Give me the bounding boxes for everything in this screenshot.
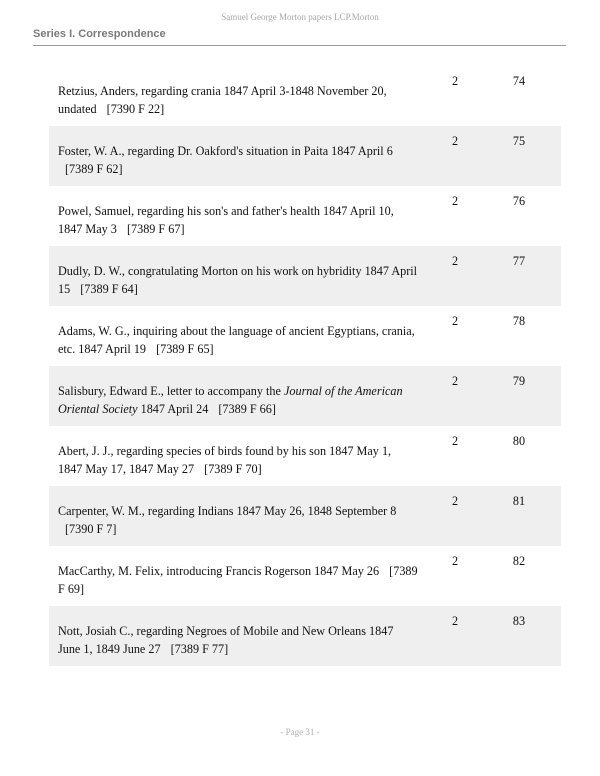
item-description — [58, 202, 418, 238]
item-title: Abert, J. J., regarding species of birds found by his son 1847 May 1, 1847 May 17, 1847 May 27 — [58, 444, 392, 476]
item-title: MacCarthy, M. Felix, introducing Francis Rogerson 1847 May 26 — [58, 564, 380, 578]
folder-number: 78 — [512, 314, 526, 328]
item-title: Salisbury, Edward E., letter to accompany the — [58, 384, 284, 398]
box-number: 2 — [451, 74, 459, 88]
folder-number: 75 — [512, 134, 526, 148]
item-title: Foster, W. A., regarding Dr. Oakford's situation in Paita 1847 April 6 — [58, 144, 393, 158]
list-item — [49, 546, 561, 606]
list-item — [49, 426, 561, 486]
item-location: [7389 F 66] — [218, 402, 276, 416]
item-location: [7389 F 67] — [126, 222, 185, 236]
box-number: 2 — [451, 134, 459, 148]
list-item — [49, 306, 561, 366]
item-title: Nott, Josiah C., regarding Negroes of Mobile and New Orleans 1847 June 1, 1849 June 27 — [58, 624, 394, 656]
list-item — [49, 246, 561, 306]
folder-number: 74 — [512, 74, 526, 88]
list-item — [49, 366, 561, 426]
item-title: Retzius, Anders, regarding crania 1847 April 3-1848 November 20, undated — [58, 84, 387, 116]
folder-number: 79 — [512, 374, 526, 388]
box-number: 2 — [451, 374, 459, 388]
item-title: Powel, Samuel, regarding his son's and father's health 1847 April 10, 1847 May 3 — [58, 204, 394, 236]
folder-number: 77 — [512, 254, 526, 268]
item-description — [58, 622, 418, 658]
folder-number: 82 — [512, 554, 526, 568]
item-title: Carpenter, W. M., regarding Indians 1847 May 26, 1848 September 8 — [58, 504, 397, 518]
item-location: [7389 F 70] — [204, 462, 262, 476]
page-number: - Page 31 - — [280, 727, 320, 737]
item-location: [7389 F 64] — [80, 282, 138, 296]
item-description — [58, 442, 418, 478]
item-location: [7389 F 65] — [156, 342, 214, 356]
item-location: [7390 F 7] — [65, 522, 117, 536]
item-description — [58, 322, 418, 358]
container-list — [49, 66, 561, 666]
list-item — [49, 606, 561, 666]
item-location: [7389 F 62] — [65, 162, 123, 176]
box-number: 2 — [451, 614, 459, 628]
item-title: Dudly, D. W., congratulating Morton on his work on hybridity 1847 April 15 — [58, 264, 418, 296]
box-number: 2 — [451, 194, 459, 208]
item-description — [58, 82, 418, 118]
item-location: [7389 F 69] — [58, 564, 418, 596]
list-item — [49, 186, 561, 246]
item-description — [58, 562, 418, 598]
item-date: 1847 April 24 — [137, 402, 209, 416]
header-divider — [33, 45, 566, 46]
list-item — [49, 126, 561, 186]
item-description — [58, 142, 418, 178]
list-item — [49, 486, 561, 546]
folder-number: 83 — [512, 614, 526, 628]
folder-number: 76 — [512, 194, 526, 208]
item-title: Adams, W. G., inquiring about the language of ancient Egyptians, crania, etc. 1847 April 19 — [58, 324, 415, 356]
box-number: 2 — [451, 314, 459, 328]
item-description — [58, 502, 418, 538]
list-item — [49, 66, 561, 126]
item-description — [58, 262, 418, 298]
box-number: 2 — [451, 434, 459, 448]
running-header: Samuel George Morton papers LCP.Morton — [221, 12, 379, 22]
item-description — [58, 382, 418, 418]
box-number: 2 — [451, 494, 459, 508]
series-title: Series I. Correspondence — [33, 28, 166, 40]
folder-number: 81 — [512, 494, 526, 508]
item-location: [7389 F 77] — [170, 642, 229, 656]
item-title-italic: Journal of the American Oriental Society — [58, 384, 403, 416]
item-location: [7390 F 22] — [106, 102, 165, 116]
box-number: 2 — [451, 254, 459, 268]
box-number: 2 — [451, 554, 459, 568]
folder-number: 80 — [512, 434, 526, 448]
